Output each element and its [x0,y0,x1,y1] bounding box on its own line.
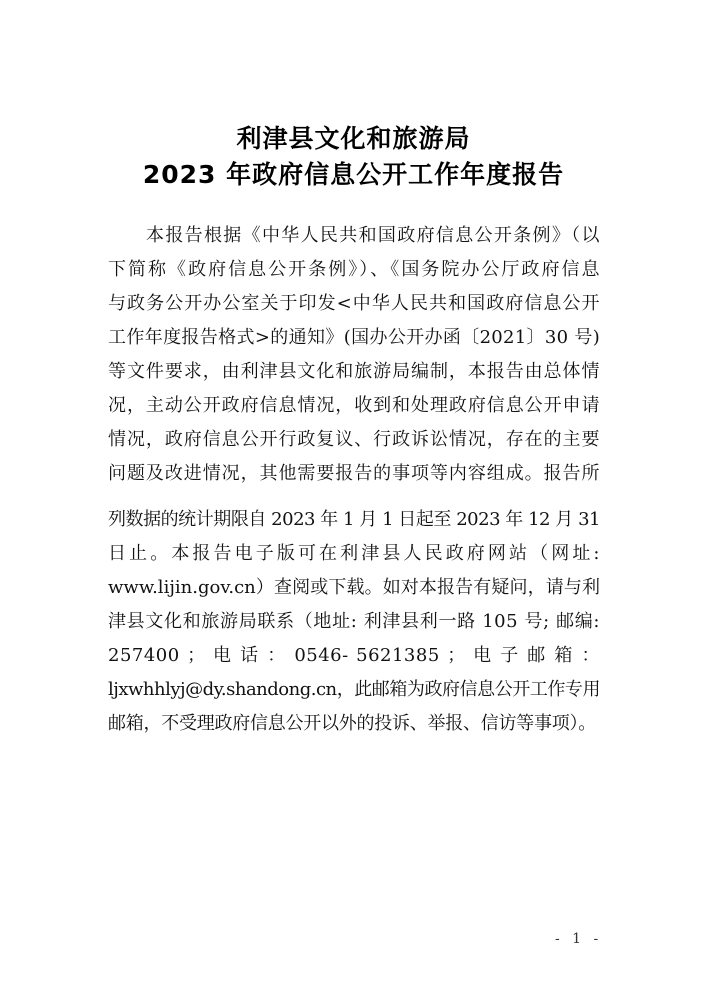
body-line: 况，主动公开政府信息情况，收到和处理政府信息公开申请 [108,395,600,416]
body-line: 列数据的统计期限自 2023 年 1 月 1 日起至 2023 年 12 月 31 [108,509,600,530]
body-line: 问题及改进情况，其他需要报告的事项等内容组成。报告所 [108,463,600,484]
body-line: 情况，政府信息公开行政复议、行政诉讼情况，存在的主要 [108,429,600,450]
body-line: 本报告根据《中华人民共和国政府信息公开条例》（以 [146,225,600,246]
document-title-org: 利津县文化和旅游局 [236,124,471,153]
body-line: 工作年度报告格式>的通知》(国办公开办函〔2021〕30 号) [108,327,600,348]
body-line: 等文件要求，由利津县文化和旅游局编制，本报告由总体情 [108,361,600,382]
body-line: 邮箱，不受理政府信息公开以外的投诉、举报、信访等事项）。 [108,713,596,734]
body-line: www.lijin.gov.cn）查阅或下载。如对本报告有疑问，请与利 [108,577,600,598]
body-line: 257400 ； 电 话 ： 0546- 5621385 ； 电 子 邮 箱 ： [108,645,600,666]
body-line: ljxwhhlyj@dy.shandong.cn，此邮箱为政府信息公开工作专用 [108,679,600,700]
body-line: 与政务公开办公室关于印发<中华人民共和国政府信息公开 [108,293,600,314]
body-line: 津县文化和旅游局联系（地址: 利津县利一路 105 号; 邮编: [108,611,600,632]
page-number: - 1 - [555,931,603,947]
document-title-report: 2023 年政府信息公开工作年度报告 [142,160,565,189]
body-line: 下简称《政府信息公开条例》）、《国务院办公厅政府信息 [108,259,600,280]
body-line: 日止。本报告电子版可在利津县人民政府网站（网址: [108,543,600,564]
